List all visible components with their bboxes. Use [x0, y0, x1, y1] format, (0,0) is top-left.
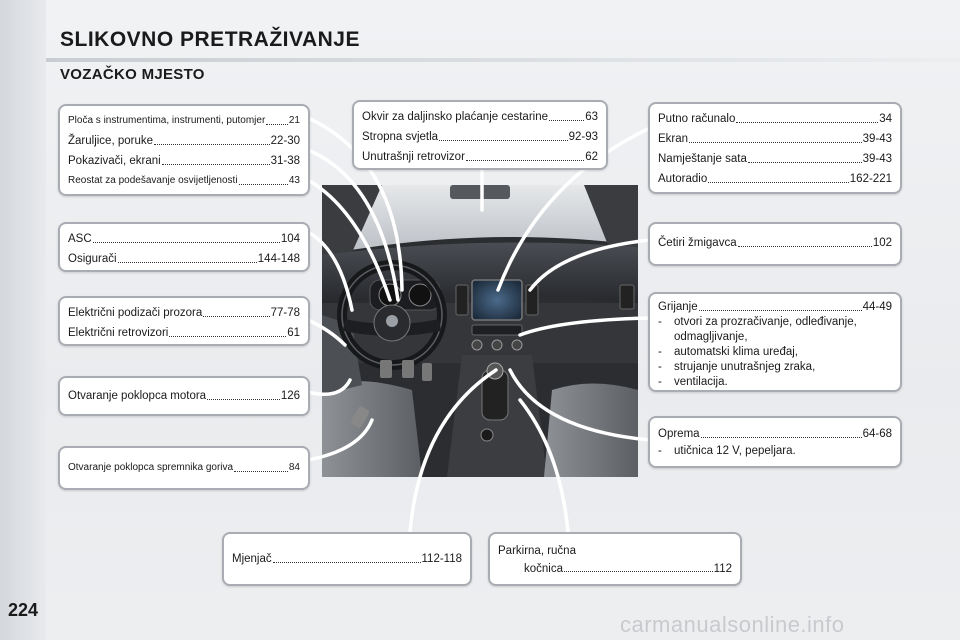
gear-knob: [487, 363, 503, 379]
index-row: Električni retrovizori 61: [68, 323, 300, 343]
bullet-item: - automatski klima uređaj,: [658, 346, 798, 358]
page-number: 224: [8, 600, 39, 620]
index-row: Reostat za podešavanje osvijetljenosti 43: [68, 171, 300, 191]
vent-left: [456, 285, 468, 315]
index-row: Autoradio 162-221: [658, 169, 892, 189]
callout-equipment: [648, 416, 902, 468]
index-row: Električni podizači prozora 77-78: [68, 303, 300, 323]
title-underline: [46, 58, 960, 62]
dashboard-drawing: [322, 185, 638, 477]
left-margin-band: [0, 0, 46, 640]
driver-seat: [322, 381, 422, 477]
callout-parking: [488, 532, 742, 586]
vent-side-right: [620, 285, 634, 309]
index-row: Otvaranje poklopca motora 126: [68, 386, 300, 406]
climate-knob-right: [512, 340, 522, 350]
roof-console: [450, 185, 510, 199]
callout-fuel: [58, 446, 310, 490]
index-row: Putno računalo 34: [658, 109, 892, 129]
callout-asc: [58, 222, 310, 272]
index-row: Grijanje 44-49: [658, 301, 892, 313]
index-row: Unutrašnji retrovizor 62: [362, 147, 598, 167]
pedal-clutch: [380, 360, 392, 378]
index-row: Stropna svjetla 92-93: [362, 127, 598, 147]
index-row: Okvir za daljinsko plaćanje cestarine 63: [362, 107, 598, 127]
index-row: Četiri žmigavca 102: [658, 233, 892, 253]
speedometer: [379, 284, 401, 306]
index-row: Pokazivači, ekrani 31-38: [68, 151, 300, 171]
index-row: Mjenjač 112-118: [232, 549, 462, 569]
vent-right: [526, 285, 538, 315]
callout-gearbox: [222, 532, 472, 586]
callout-bonnet: [58, 376, 310, 416]
parking-line1: Parkirna, ručna: [498, 545, 576, 557]
page-title: SLIKOVNO PRETRAŽIVANJE: [60, 28, 360, 51]
centre-screen: [472, 280, 522, 320]
callout-top-center: [352, 100, 608, 170]
index-row: ASC 104: [68, 229, 300, 249]
callout-computer: [648, 102, 902, 194]
callout-hazard: [648, 222, 902, 266]
brand-logo: [386, 315, 398, 327]
pedal-accelerator: [422, 363, 432, 381]
index-row: Žaruljice, poruke 22-30: [68, 131, 300, 151]
index-row: Oprema 64-68: [658, 428, 892, 440]
climate-knob-left: [472, 340, 482, 350]
climate-knob-centre: [492, 340, 502, 350]
index-row: Osigurači 144-148: [68, 249, 300, 269]
callout-windows: [58, 296, 310, 346]
bullet-item: - ventilacija.: [658, 376, 728, 388]
bullet-item: - utičnica 12 V, pepeljara.: [658, 445, 796, 457]
bullet-item: - strujanje unutrašnjeg zraka,: [658, 361, 816, 373]
radio-panel: [472, 325, 522, 335]
index-row: Ploča s instrumentima, instrumenti, putomjer 21: [68, 111, 300, 131]
cup-holder: [481, 429, 493, 441]
watermark: carmanualsonline.info: [620, 612, 845, 637]
callout-instruments: [58, 104, 310, 196]
callout-heating: [648, 292, 902, 392]
pedal-brake: [402, 360, 414, 378]
bullet-continuation: odmagljivanje,: [674, 331, 748, 343]
index-row: Namještanje sata 39-43: [658, 149, 892, 169]
passenger-seat: [544, 384, 638, 478]
section-title: VOZAČKO MJESTO: [60, 66, 205, 83]
bullet-item: - otvori za prozračivanje, odleđivanje,: [658, 316, 857, 328]
index-row: kočnica 112: [498, 560, 732, 578]
index-row: Otvaranje poklopca spremnika goriva 84: [68, 458, 300, 478]
index-row: Ekran 39-43: [658, 129, 892, 149]
dashboard-illustration: [322, 185, 638, 477]
